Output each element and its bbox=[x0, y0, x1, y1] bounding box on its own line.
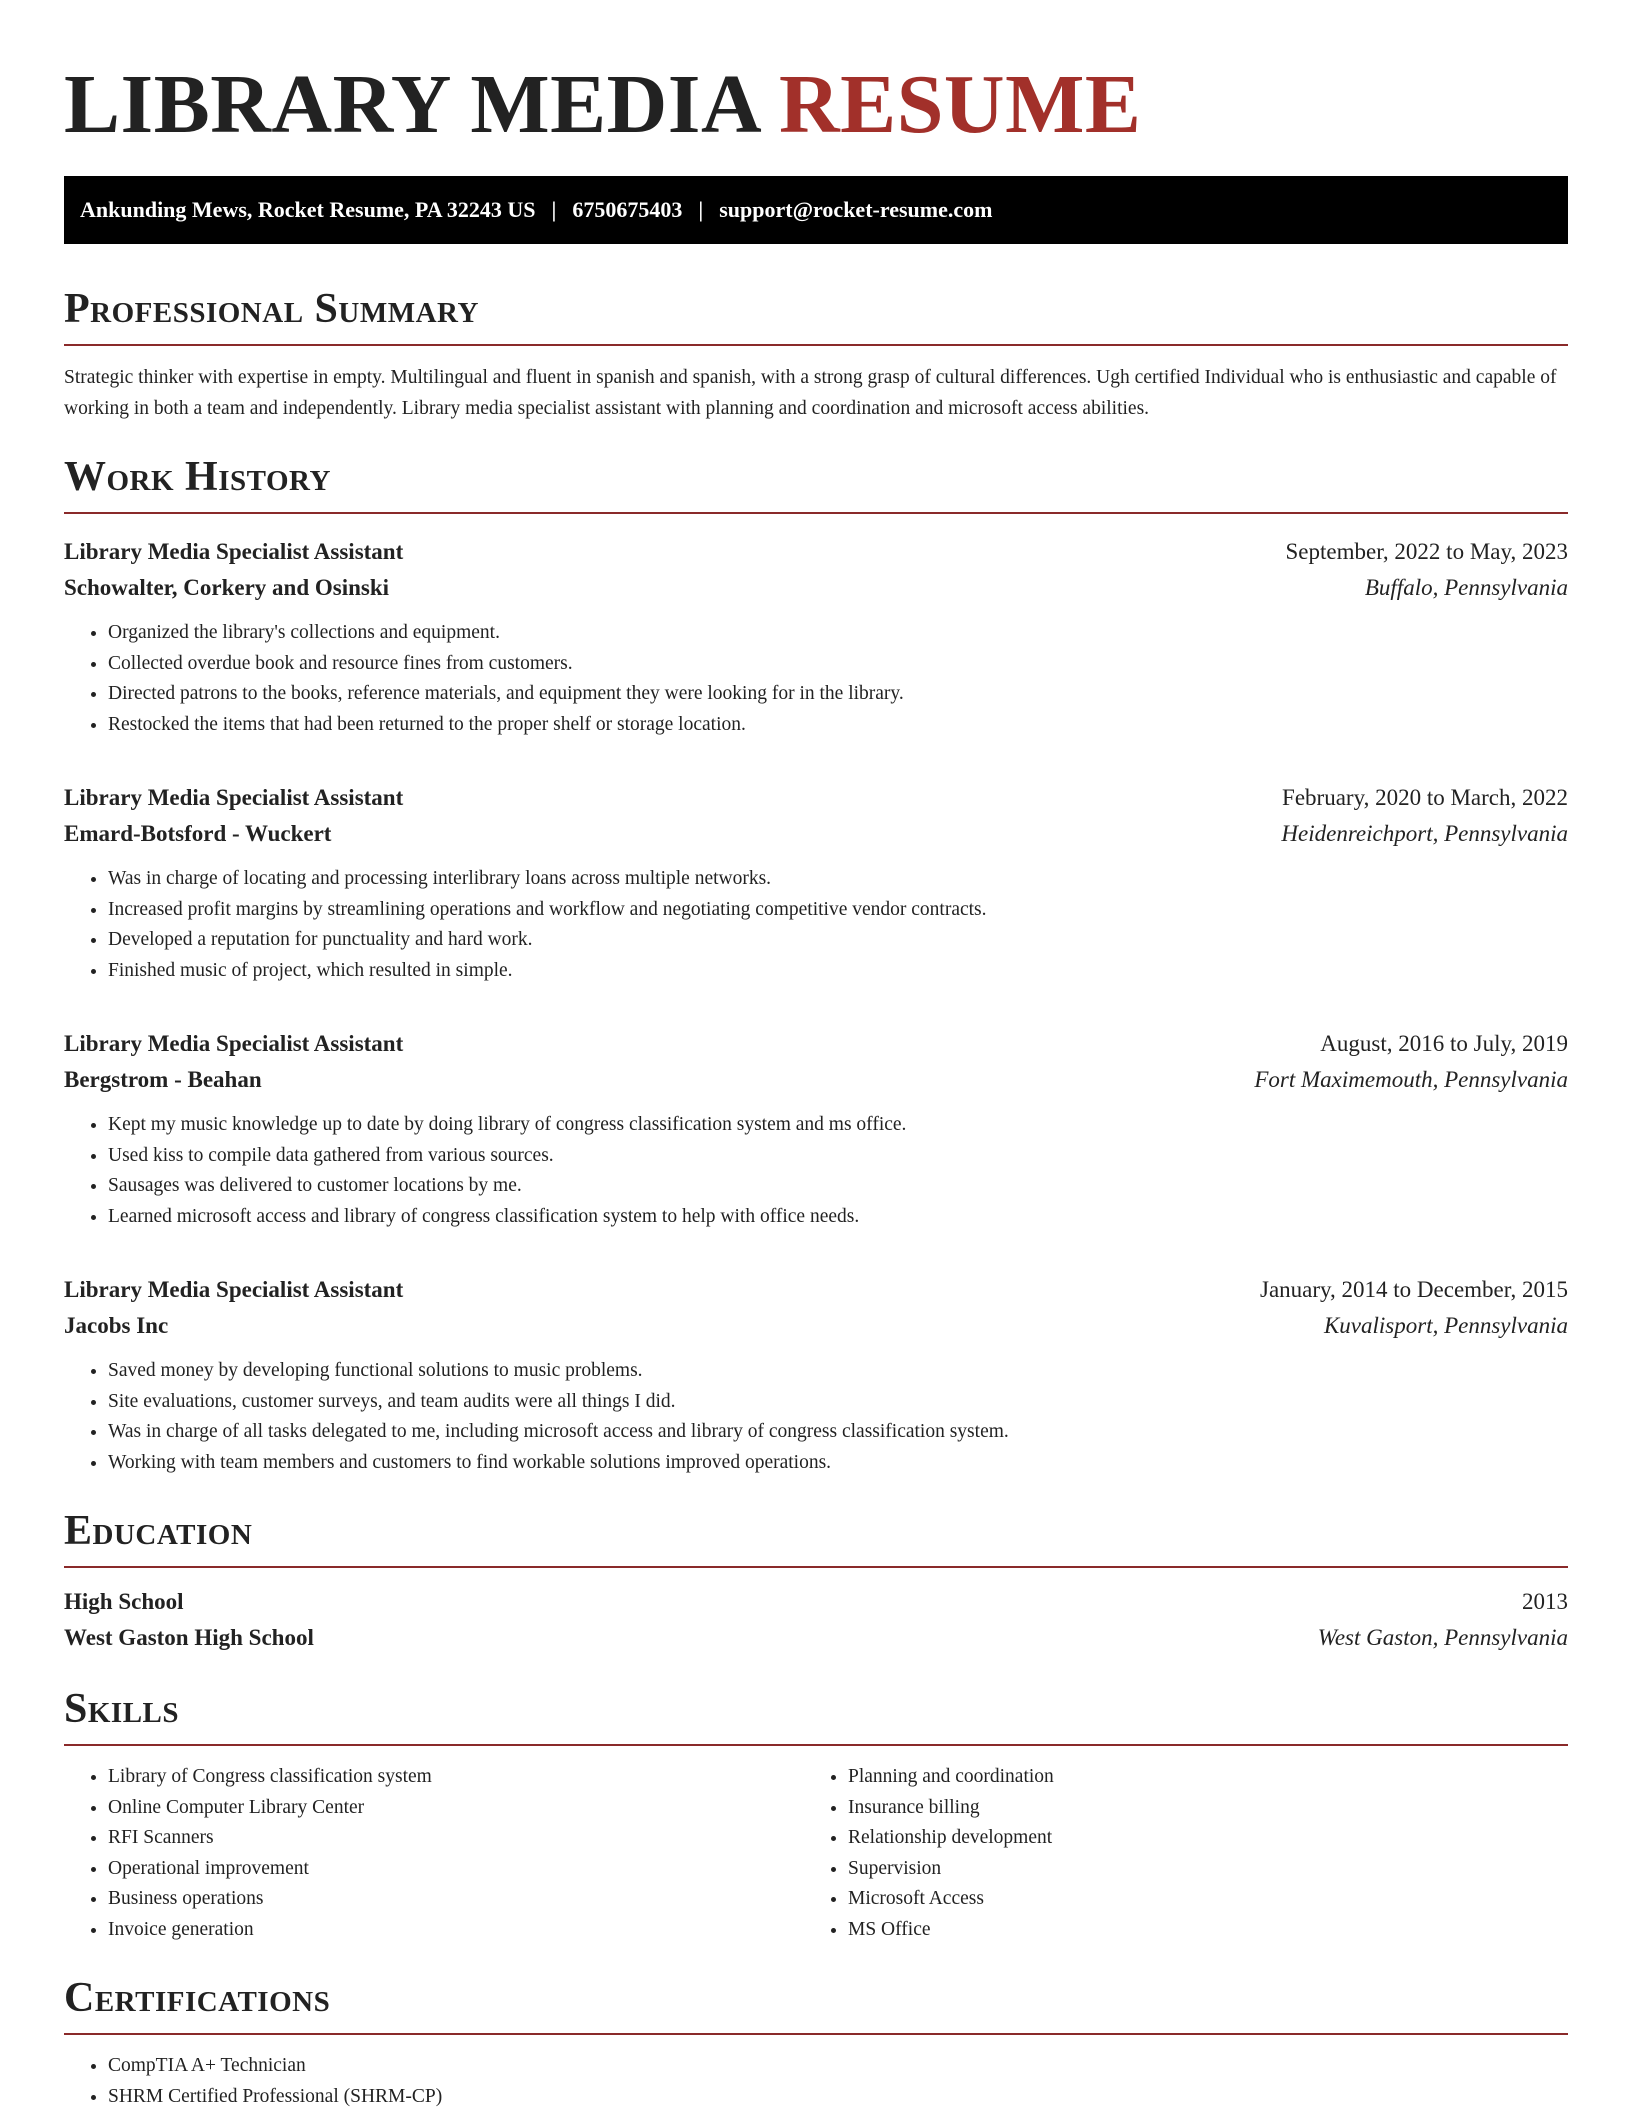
education-school: West Gaston High School bbox=[64, 1625, 314, 1650]
skills-section bbox=[64, 1684, 1568, 1945]
education-row-2 bbox=[64, 1620, 1568, 1656]
skill-item: • Insurance billing bbox=[848, 1793, 1544, 1824]
skills-heading: Skills bbox=[64, 1684, 1568, 1746]
skill-item: • Microsoft Access bbox=[848, 1884, 1544, 1915]
job-bullet: • Increased profit margins by streamlining operations and workflow and negotiating competitive vendor contracts. bbox=[108, 895, 1568, 926]
work-history-section bbox=[64, 452, 1568, 1478]
job-bullets bbox=[64, 618, 1568, 740]
resume-page bbox=[64, 0, 1568, 2112]
job-title: Library Media Specialist Assistant bbox=[64, 785, 404, 810]
job-company: Bergstrom - Beahan bbox=[64, 1067, 262, 1092]
job-row-title bbox=[64, 780, 1568, 816]
job-row-company bbox=[64, 570, 1568, 606]
skill-item: • Business operations bbox=[108, 1884, 804, 1915]
skill-item: • Planning and coordination bbox=[848, 1762, 1544, 1793]
job-row-title bbox=[64, 1026, 1568, 1062]
summary-section bbox=[64, 284, 1568, 424]
job-bullet: • Working with team members and customers to find workable solutions improved operations. bbox=[108, 1448, 1568, 1479]
summary-text: Strategic thinker with expertise in empty. Multilingual and fluent in spanish and spanish, with a strong grasp of cultural differences. Ugh certified Individual who is enthusiastic and capable of working in both a team and independently. Library media specialist assistant with planning and coordination and microsoft access abilities. bbox=[64, 367, 1557, 419]
skill-item: • Library of Congress classification system bbox=[108, 1762, 804, 1793]
job-bullets bbox=[64, 864, 1568, 986]
job-bullet: • Sausages was delivered to customer locations by me. bbox=[108, 1171, 1568, 1202]
job-company: Jacobs Inc bbox=[64, 1313, 169, 1338]
job-dates: August, 2016 to July, 2019 bbox=[1320, 1031, 1568, 1056]
job-row-title bbox=[64, 534, 1568, 570]
skill-item: • RFI Scanners bbox=[108, 1823, 804, 1854]
job-title: Library Media Specialist Assistant bbox=[64, 539, 404, 564]
contact-bar bbox=[64, 176, 1568, 244]
job-entry bbox=[64, 780, 1568, 986]
job-dates: February, 2020 to March, 2022 bbox=[1282, 785, 1568, 810]
skill-item: • Online Computer Library Center bbox=[108, 1793, 804, 1824]
education-degree: High School bbox=[64, 1589, 184, 1614]
job-row-company bbox=[64, 1308, 1568, 1344]
certifications-heading: Certifications bbox=[64, 1973, 1568, 2035]
job-row-company bbox=[64, 816, 1568, 852]
title-main: LIBRARY MEDIA bbox=[64, 58, 758, 151]
title-accent: RESUME bbox=[779, 58, 1142, 151]
job-bullets bbox=[64, 1356, 1568, 1478]
job-location: Fort Maximemouth, Pennsylvania bbox=[1254, 1067, 1568, 1092]
skill-item: • Supervision bbox=[848, 1854, 1544, 1885]
skills-list-left bbox=[64, 1762, 804, 1945]
resume-title bbox=[64, 0, 1568, 152]
job-bullet: • Organized the library's collections and equipment. bbox=[108, 618, 1568, 649]
job-bullet: • Directed patrons to the books, reference materials, and equipment they were looking for in the library. bbox=[108, 679, 1568, 710]
certification-item: • SHRM Certified Professional (SHRM-CP) bbox=[108, 2082, 1568, 2112]
job-bullet: • Saved money by developing functional solutions to music problems. bbox=[108, 1356, 1568, 1387]
job-dates: September, 2022 to May, 2023 bbox=[1285, 539, 1568, 564]
job-list bbox=[64, 534, 1568, 1478]
job-bullet: • Learned microsoft access and library of congress classification system to help with office needs. bbox=[108, 1202, 1568, 1233]
job-bullet: • Finished music of project, which resulted in simple. bbox=[108, 956, 1568, 987]
skill-item: • Relationship development bbox=[848, 1823, 1544, 1854]
job-company: Emard-Botsford - Wuckert bbox=[64, 821, 332, 846]
job-title: Library Media Specialist Assistant bbox=[64, 1031, 404, 1056]
job-title: Library Media Specialist Assistant bbox=[64, 1277, 404, 1302]
education-year: 2013 bbox=[1522, 1589, 1568, 1614]
skill-item: • Operational improvement bbox=[108, 1854, 804, 1885]
skill-item: • Invoice generation bbox=[108, 1915, 804, 1946]
job-location: Buffalo, Pennsylvania bbox=[1364, 575, 1568, 600]
job-entry bbox=[64, 1272, 1568, 1478]
job-bullet: • Restocked the items that had been returned to the proper shelf or storage location. bbox=[108, 710, 1568, 741]
education-section bbox=[64, 1506, 1568, 1656]
contact-separator: | bbox=[551, 197, 557, 222]
job-bullet: • Site evaluations, customer surveys, and team audits were all things I did. bbox=[108, 1387, 1568, 1418]
contact-separator: | bbox=[698, 197, 704, 222]
work-history-heading: Work History bbox=[64, 452, 1568, 514]
job-location: Heidenreichport, Pennsylvania bbox=[1281, 821, 1568, 846]
skills-grid bbox=[64, 1762, 1568, 1945]
job-row-company bbox=[64, 1062, 1568, 1098]
contact-email[interactable]: support@rocket-resume.com bbox=[719, 197, 993, 222]
job-bullet: • Kept my music knowledge up to date by doing library of congress classification system and ms office. bbox=[108, 1110, 1568, 1141]
certification-item: • CompTIA A+ Technician bbox=[108, 2051, 1568, 2082]
skills-list-right bbox=[804, 1762, 1544, 1945]
job-entry bbox=[64, 1026, 1568, 1232]
skill-item: • MS Office bbox=[848, 1915, 1544, 1946]
contact-address: Ankunding Mews, Rocket Resume, PA 32243 US bbox=[80, 197, 536, 222]
job-entry bbox=[64, 534, 1568, 740]
summary-heading: Professional Summary bbox=[64, 284, 1568, 346]
job-bullet: • Was in charge of all tasks delegated to me, including microsoft access and library of congress classification system. bbox=[108, 1417, 1568, 1448]
contact-phone: 6750675403 bbox=[572, 197, 683, 222]
education-row-1 bbox=[64, 1584, 1568, 1620]
job-dates: January, 2014 to December, 2015 bbox=[1260, 1277, 1568, 1302]
job-company: Schowalter, Corkery and Osinski bbox=[64, 575, 390, 600]
certifications-section bbox=[64, 1973, 1568, 2112]
job-bullet: • Was in charge of locating and processing interlibrary loans across multiple networks. bbox=[108, 864, 1568, 895]
education-heading: Education bbox=[64, 1506, 1568, 1568]
certifications-list bbox=[64, 2051, 1568, 2112]
job-row-title bbox=[64, 1272, 1568, 1308]
job-bullet: • Collected overdue book and resource fines from customers. bbox=[108, 649, 1568, 680]
job-bullet: • Used kiss to compile data gathered from various sources. bbox=[108, 1141, 1568, 1172]
job-location: Kuvalisport, Pennsylvania bbox=[1323, 1313, 1568, 1338]
job-bullet: • Developed a reputation for punctuality and hard work. bbox=[108, 925, 1568, 956]
education-location: West Gaston, Pennsylvania bbox=[1317, 1625, 1568, 1650]
education-entry bbox=[64, 1584, 1568, 1656]
job-bullets bbox=[64, 1110, 1568, 1232]
